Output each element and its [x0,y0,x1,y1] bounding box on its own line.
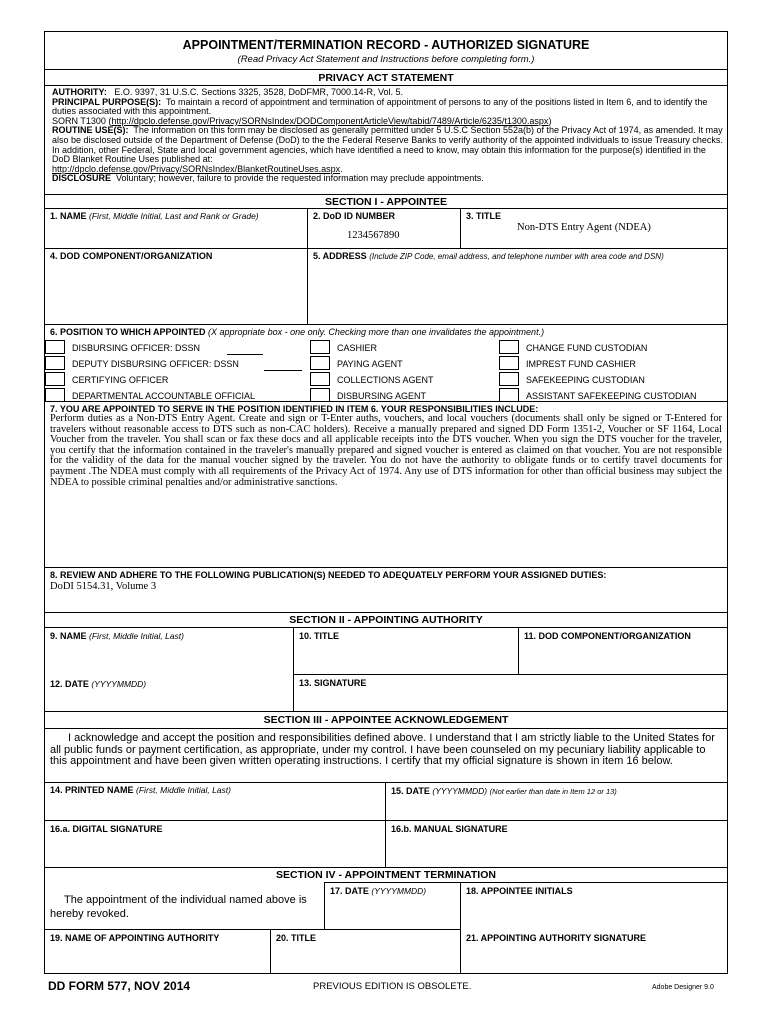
checkbox-departmental-accountable-official[interactable] [45,388,65,402]
checkbox-collections-agent[interactable] [310,372,330,386]
manual-signature-label: 16.b. MANUAL SIGNATURE [391,824,508,834]
position-label: DEPARTMENTAL ACCOUNTABLE OFFICIAL [72,391,256,401]
form-title: APPOINTMENT/TERMINATION RECORD - AUTHORIZED SIGNATURE [182,38,590,52]
dodid-field-label: 2. DoD ID NUMBER [313,211,396,221]
section-4-heading: SECTION IV - APPOINTMENT TERMINATION [276,869,496,881]
checkbox-cashier[interactable] [310,340,330,354]
position-label: SAFEKEEPING CUSTODIAN [526,375,645,385]
section-3-heading: SECTION III - APPOINTEE ACKNOWLEDGEMENT [263,714,509,726]
title-field-label: 3. TITLE [466,211,502,221]
authority-date-label: 12. DATE (YYYYMMDD) [50,679,147,689]
form-id: DD FORM 577, NOV 2014 [48,979,191,993]
form-subtitle: (Read Privacy Act Statement and Instructions before completing form.) [237,54,535,65]
position-label: ASSISTANT SAFEKEEPING CUSTODIAN [526,391,697,401]
section-1-heading: SECTION I - APPOINTEE [324,196,448,208]
position-label: COLLECTIONS AGENT [337,375,434,385]
position-label: CASHIER [337,343,378,353]
position-label: PAYING AGENT [337,359,403,369]
authority-title-label: 10. TITLE [299,631,340,641]
checkbox-change-fund-custodian[interactable] [499,340,519,354]
privacy-statement: AUTHORITY: E.O. 9397, 31 U.S.C. Sections 3325, 3528, DoDFMR, 7000.14-R, Vol. 5. PRINCIPAL PURPOSE(S): To maintain a record of appointment and termination of appointment of persons to any of the positions listed in Item 6, and to identify the duties associated with this appointment. SORN T1300 (http://dpclo.defense.gov/Privacy/SORNsIndex/DODComponentArticleView/tabid/7489/Article/6235/t1300.aspx) ROUTINE USE(S): The information on this form may be disclosed as generally permitted under 5 U.S.C Section 552a(b) of the Privacy Act of 1974, as amended. It may also be disclosed outside of the Department of Defense (DoD) to the the Federal Reserve Banks to verify authority of the appointed individuals to issue Treasury checks. In addition, other Federal, State and local government agencies, which have identified a need to know, may obtain this information for the purpose(s) identified in the DoD Blanket Routine Uses published at: http://dpclo.defense.gov/Privacy/SORNsIndex/BlanketRoutineUses.aspx. DISCLOSURE Voluntary; however, failure to provide the requested information may preclude appointments. [52,87,723,184]
checkbox-paying-agent[interactable] [310,356,330,370]
address-field-label: 5. ADDRESS (Include ZIP Code, email address, and telephone number with area code and DSN) [313,251,664,261]
obsolete-note: PREVIOUS EDITION IS OBSOLETE. [313,981,472,992]
digital-signature-label: 16.a. DIGITAL SIGNATURE [50,824,163,834]
checkbox-imprest-fund-cashier[interactable] [499,356,519,370]
item7-label: 7. YOU ARE APPOINTED TO SERVE IN THE POSITION IDENTIFIED IN ITEM 6. YOUR RESPONSIBILITIES INCLUDE: [50,404,539,414]
position-label: CERTIFYING OFFICER [72,375,169,385]
position-label: DEPUTY DISBURSING OFFICER: DSSN [72,359,239,369]
divider [44,194,728,195]
software-note: Adobe Designer 9.0 [652,984,714,991]
component-field-label: 4. DOD COMPONENT/ORGANIZATION [50,251,213,261]
publication-value[interactable]: DoDI 5154.31, Volume 3 [50,581,157,592]
item8-label: 8. REVIEW AND ADHERE TO THE FOLLOWING PUBLICATION(S) NEEDED TO ADEQUATELY PERFORM YOUR ASSIGNED DUTIES: [50,570,607,580]
divider [44,69,728,70]
privacy-heading: PRIVACY ACT STATEMENT [318,72,454,84]
acknowledgement-text: I acknowledge and accept the position and responsibilities defined above. I understand that I am strictly liable to the United States for all public funds or payment certification, as appropriate, under my control. I have been counseled on my pecuniary liability applicable to this appointment and have been given written operating instructions. I certify that my official signature is shown in item 16 below. [50,732,715,767]
dssn-blank[interactable] [264,370,302,371]
authority-component-label: 11. DOD COMPONENT/ORGANIZATION [524,631,691,641]
name-field-label: 1. NAME (First, Middle Initial, Last and Rank or Grade) [50,211,259,221]
appointing-authority-name-label: 19. NAME OF APPOINTING AUTHORITY [50,933,220,943]
appointee-initials-label: 18. APPOINTEE INITIALS [466,886,573,896]
revoked-text-1: The appointment of the individual named above is [64,894,307,906]
title-value[interactable]: Non-DTS Entry Agent (NDEA) [517,222,651,233]
divider [44,85,728,86]
authority-signature-label: 13. SIGNATURE [299,678,367,688]
sorn-link[interactable]: http://dpclo.defense.gov/Privacy/SORNsIndex/DODComponentArticleView/tabid/7489/Article/6235/t1300.aspx [111,115,549,126]
termination-title-label: 20. TITLE [276,933,317,943]
printed-name-label: 14. PRINTED NAME (First, Middle Initial, Last) [50,785,231,795]
position-label: DISBURSING AGENT [337,391,427,401]
position-label: CHANGE FUND CUSTODIAN [526,343,648,353]
section-2-heading: SECTION II - APPOINTING AUTHORITY [289,614,483,626]
position-label: DISBURSING OFFICER: DSSN [72,343,201,353]
revoked-text-2: hereby revoked. [50,908,129,920]
checkbox-disbursing-officer[interactable] [45,340,65,354]
appointee-date-label: 15. DATE (YYYYMMDD) (Not earlier than date in Item 12 or 13) [391,786,617,796]
checkbox-disbursing-agent[interactable] [310,388,330,402]
checkbox-certifying-officer[interactable] [45,372,65,386]
termination-date-label: 17. DATE (YYYYMMDD) [330,886,427,896]
responsibilities-text[interactable]: Perform duties as a Non-DTS Entry Agent. Create and sign or T-Enter auths, vouchers, and local vouchers (documents shall only be signed or T-Entered for travelers without reasonable access to DTS such as non-CAC holders). Receive a manually prepared and signed DD Form 1351-2, Voucher or SF 1164, Local Voucher from the traveler. You shall scan or fax these docs and all applicable receipts into the DTS voucher. When you sign the DTS voucher for the traveler, you certify that the information contained in the traveler's manually prepared and signed voucher is entered as claimed on that voucher. You are not responsible for the validity of the data for the manual voucher signed by the traveler. You do not have the authority to obligate funds or to certify travel documents for payment .The NDEA must comply with all requirements of the Privacy Act of 1974. Any use of DTS information for other than official business may subject the NDEA to possible criminal penalties and/or administrative sanctions. [50,413,722,488]
position-label: IMPREST FUND CASHIER [526,359,636,369]
position-field-label: 6. POSITION TO WHICH APPOINTED (X appropriate box - one only. Checking more than one invalidates the appointment.) [50,327,545,337]
checkbox-safekeeping-custodian[interactable] [499,372,519,386]
checkbox-assistant-safekeeping-custodian[interactable] [499,388,519,402]
routine-uses-link[interactable]: http://dpclo.defense.gov/Privacy/SORNsIndex/BlanketRoutineUses.aspx [52,163,341,174]
checkbox-deputy-disbursing-officer[interactable] [45,356,65,370]
divider [44,208,728,209]
appointing-authority-signature-label: 21. APPOINTING AUTHORITY SIGNATURE [466,933,647,943]
dodid-value[interactable]: 1234567890 [347,230,400,241]
authority-name-label: 9. NAME (First, Middle Initial, Last) [50,631,184,641]
dssn-blank[interactable] [227,354,263,355]
